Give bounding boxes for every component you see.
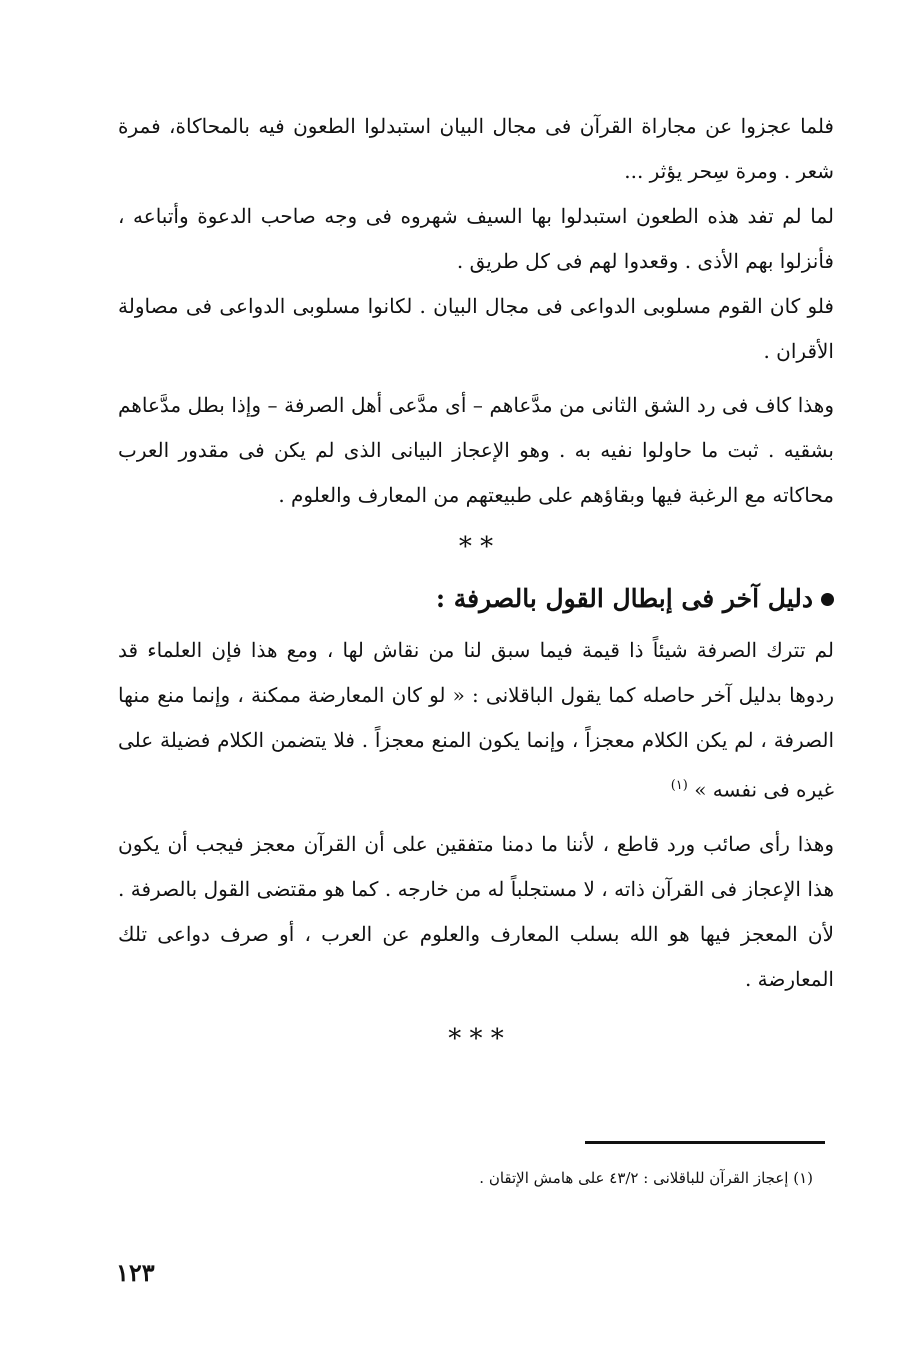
page-body	[118, 104, 834, 1054]
page-number: ١٢٣	[116, 1258, 155, 1287]
paragraph-6: وهذا رأى صائب ورد قاطع ، لأننا ما دمنا متفقين على أن القرآن معجز فيجب أن يكون هذا الإعجاز فى القرآن ذاته ، لا مستجلباً له من خارجه . كما هو مقتضى القول بالصرفة . لأن المعجز فيها هو الله بسلب المعارف والعلوم عن العرب ، أو صرف دواعى تلك المعارضة .	[118, 831, 834, 991]
section-separator-stars: * *	[458, 532, 494, 562]
footnote-reference[interactable]: (١)	[670, 778, 688, 793]
footnote-divider	[585, 1141, 825, 1144]
paragraph-3: فلو كان القوم مسلوبى الدواعى فى مجال البيان . لكانوا مسلوبى الدواعى فى مصاولة الأقران .	[118, 294, 834, 363]
paragraph-4: وهذا كاف فى رد الشق الثانى من مدَّعاهم – أى مدَّعى أهل الصرفة – وإذا بطل مدَّعاهم بشقيه . ثبت ما حاولوا نفيه به . وهو الإعجاز البيانى الذى لم يكن فى مقدور العرب محاكاته مع الرغبة فيها وبقاؤهم على طبيعتهم من المعارف والعلوم .	[118, 393, 834, 507]
paragraph-1: فلما عجزوا عن مجاراة القرآن فى مجال البيان استبدلوا الطعون فيه بالمحاكاة، فمرة شعر . ومرة سِحر يؤثر ...	[118, 114, 834, 183]
bullet-icon	[821, 593, 834, 606]
footnote-text: (١) إعجاز القرآن للباقلانى : ٤٣/٢ على هامش الإتقان .	[479, 1169, 813, 1187]
paragraph-2: لما لم تفد هذه الطعون استبدلوا بها السيف شهروه فى وجه صاحب الدعوة وأتباعه ، فأنزلوا بهم الأذى . وقعدوا لهم فى كل طريق .	[118, 204, 834, 273]
section-heading-text: دليل آخر فى إبطال القول بالصرفة :	[435, 584, 813, 613]
end-separator-stars: * * *	[448, 1023, 504, 1054]
paragraph-5-text: لم تترك الصرفة شيئاً ذا قيمة فيما سبق لنا من نقاش لها ، ومع هذا فإن العلماء قد ردوها بدليل آخر حاصله كما يقول الباقلانى : « لو كان المعارضة ممكنة ، وإنما منع منها الصرفة ، لم يكن الكلام معجزاً ، وإنما يكون المنع معجزاً . فلا يتضمن الكلام فضيلة على غيره فى نفسه »	[118, 638, 834, 802]
section-heading	[118, 576, 834, 622]
paragraph-5	[118, 628, 834, 813]
